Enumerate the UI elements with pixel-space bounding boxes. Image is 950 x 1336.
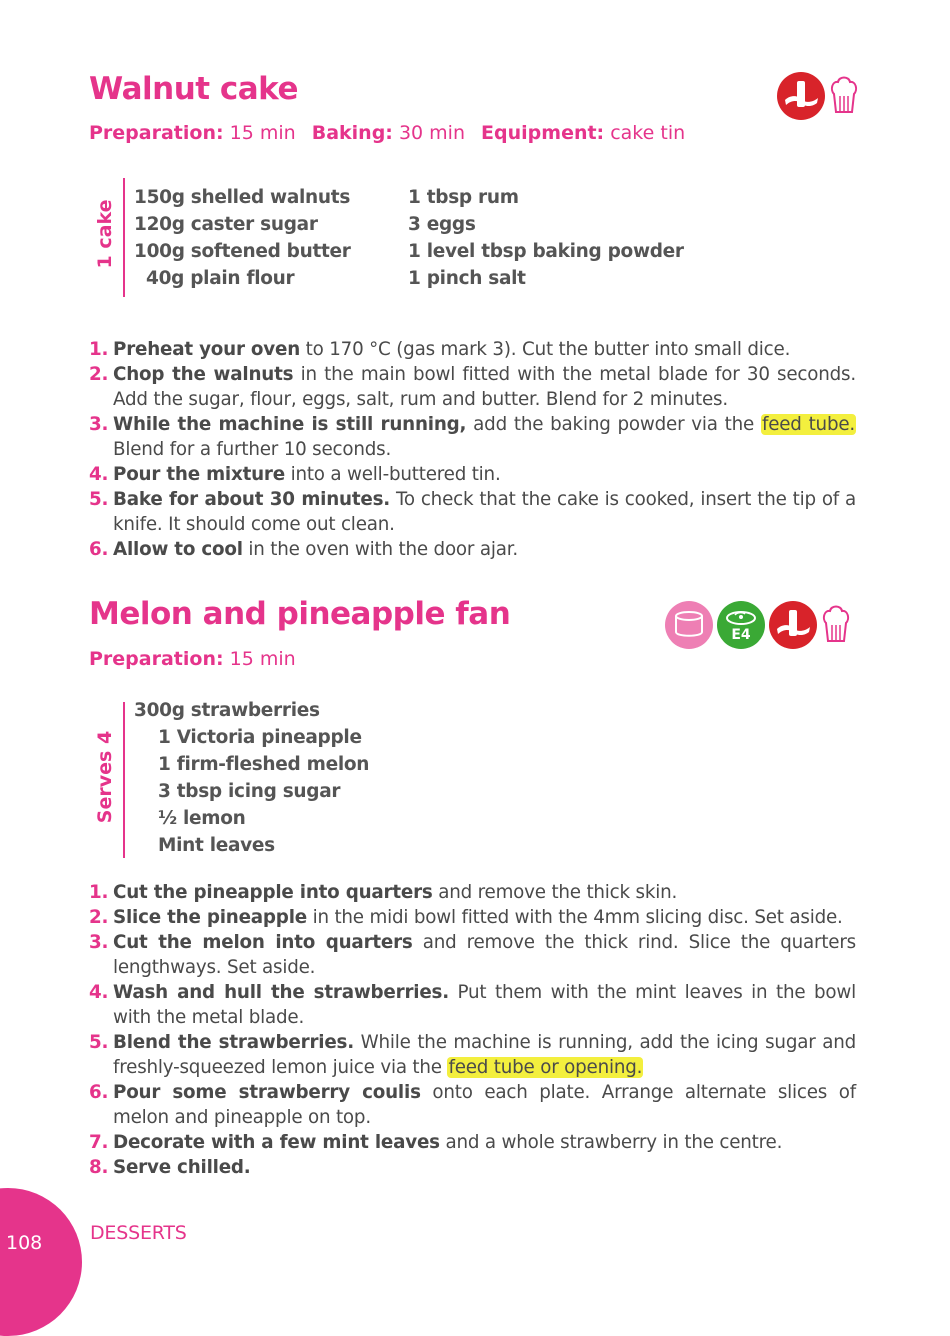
ingredient: 3 eggs: [408, 214, 476, 235]
step-bold: Cut the pineapple into quarters: [113, 882, 433, 903]
step-item: [89, 412, 856, 462]
midi-bowl-icon: [665, 601, 713, 649]
step-number: 3.: [89, 414, 109, 435]
step-text: and remove the thick skin.: [432, 882, 678, 903]
melon-steps: [89, 880, 856, 1180]
step-bold: Preheat your oven: [113, 339, 301, 360]
walnut-yield-bar: [123, 178, 125, 297]
step-number: 6.: [89, 1082, 109, 1103]
step-item: [89, 880, 856, 905]
step-number: 3.: [89, 932, 109, 953]
step-text: into a well-buttered tin.: [284, 464, 501, 485]
step-item: [89, 980, 856, 1030]
ingredient: 100g softened butter: [134, 241, 351, 262]
equipment-label: Equipment:: [481, 122, 605, 144]
disc-label: E4: [731, 627, 751, 643]
step-text: in the main bowl fitted with the metal blade for 30 seconds. Add the sugar, flour, eggs, salt, rum and butter. Blend for 2 minutes.: [113, 364, 856, 410]
step-text: add the baking powder via the: [466, 414, 761, 435]
prep-label: Preparation:: [89, 122, 224, 144]
walnut-yield: 1 cake: [94, 199, 116, 269]
page-number-badge: [0, 1188, 82, 1336]
melon-icons: [665, 601, 851, 649]
step-bold: Bake for about 30 minutes.: [113, 489, 391, 510]
step-text: onto each plate. Arrange alternate slices of melon and pineapple on top.: [113, 1082, 856, 1128]
step-bold: Allow to cool: [113, 539, 243, 560]
step-number: 4.: [89, 982, 109, 1003]
step-number: 1.: [89, 339, 109, 360]
step-bold: While the machine is still running,: [113, 414, 467, 435]
step-item: [89, 462, 856, 487]
baking-label: Baking:: [311, 122, 393, 144]
walnut-steps: [89, 337, 856, 562]
step-bold: Blend the strawberries.: [113, 1032, 354, 1053]
melon-yield: Serves 4: [94, 730, 116, 824]
step-bold: Pour the mixture: [113, 464, 285, 485]
highlight-feed-tube-or-opening: feed tube or opening.: [448, 1057, 643, 1078]
step-number: 1.: [89, 882, 109, 903]
equipment-value: cake tin: [610, 122, 686, 144]
baking-value: 30 min: [398, 122, 465, 144]
step-number: 5.: [89, 1032, 109, 1053]
step-item: [89, 905, 856, 930]
step-number: 4.: [89, 464, 109, 485]
metal-blade-icon: [769, 601, 817, 649]
walnut-meta: [89, 122, 685, 144]
prep-value: 15 min: [229, 648, 296, 670]
chef-hat-icon: [829, 72, 859, 120]
step-text: and remove the thick rind. Slice the quarters lengthways. Set aside.: [113, 932, 856, 978]
step-number: 8.: [89, 1157, 109, 1178]
prep-value: 15 min: [229, 122, 296, 144]
slicing-disc-icon: [717, 601, 765, 649]
step-text: While the machine is running, add the icing sugar and freshly-squeezed lemon juice via the: [113, 1032, 856, 1078]
ingredient: 40g plain flour: [146, 268, 295, 289]
walnut-icons: [777, 72, 859, 120]
ingredient: 150g shelled walnuts: [134, 187, 351, 208]
step-number: 6.: [89, 539, 109, 560]
step-text: in the midi bowl fitted with the 4mm slicing disc. Set aside.: [306, 907, 843, 928]
step-text-after: Blend for a further 10 seconds.: [113, 439, 392, 460]
step-item: [89, 1155, 856, 1180]
ingredient: 1 tbsp rum: [408, 187, 519, 208]
step-bold: Cut the melon into quarters: [113, 932, 413, 953]
step-item: [89, 362, 856, 412]
step-item: [89, 537, 856, 562]
step-number: 2.: [89, 364, 109, 385]
step-item: [89, 1130, 856, 1155]
ingredient: 3 tbsp icing sugar: [158, 781, 341, 802]
ingredient: 1 firm-fleshed melon: [158, 754, 370, 775]
step-number: 5.: [89, 489, 109, 510]
step-item: [89, 337, 856, 362]
ingredient: 120g caster sugar: [134, 214, 318, 235]
step-item: [89, 930, 856, 980]
step-number: 2.: [89, 907, 109, 928]
ingredient: 1 Victoria pineapple: [158, 727, 362, 748]
recipe-title-walnut: Walnut cake: [89, 71, 298, 107]
ingredient: 1 pinch salt: [408, 268, 526, 289]
ingredient: ½ lemon: [158, 808, 246, 829]
ingredient: Mint leaves: [158, 835, 275, 856]
ingredient: 1 level tbsp baking powder: [408, 241, 684, 262]
step-text: and a whole strawberry in the centre.: [439, 1132, 783, 1153]
step-bold: Wash and hull the strawberries.: [113, 982, 449, 1003]
metal-blade-icon: [777, 72, 825, 120]
step-item: [89, 487, 856, 537]
prep-label: Preparation:: [89, 648, 224, 670]
highlight-feed-tube: feed tube.: [761, 414, 856, 435]
step-text: Put them with the mint leaves in the bowl with the metal blade.: [113, 982, 856, 1028]
step-item: [89, 1030, 856, 1080]
step-bold: Decorate with a few mint leaves: [113, 1132, 440, 1153]
footer-line: [0, 1271, 80, 1273]
section-name: DESSERTS: [90, 1222, 187, 1244]
step-text: To check that the cake is cooked, insert the tip of a knife. It should come out clean.: [113, 489, 857, 535]
melon-yield-bar: [123, 702, 125, 858]
step-bold: Chop the walnuts: [113, 364, 294, 385]
step-bold: Slice the pineapple: [113, 907, 307, 928]
recipe-title-melon: Melon and pineapple fan: [89, 596, 511, 632]
step-text: in the oven with the door ajar.: [242, 539, 518, 560]
step-bold: Serve chilled.: [113, 1157, 251, 1178]
ingredient: 300g strawberries: [134, 700, 320, 721]
page-number: 108: [6, 1232, 43, 1254]
step-text: to 170 °C (gas mark 3). Cut the butter into small dice.: [300, 339, 791, 360]
step-number: 7.: [89, 1132, 109, 1153]
step-bold: Pour some strawberry coulis: [113, 1082, 421, 1103]
melon-meta: [89, 648, 296, 670]
step-item: [89, 1080, 856, 1130]
chef-hat-icon: [821, 601, 851, 649]
